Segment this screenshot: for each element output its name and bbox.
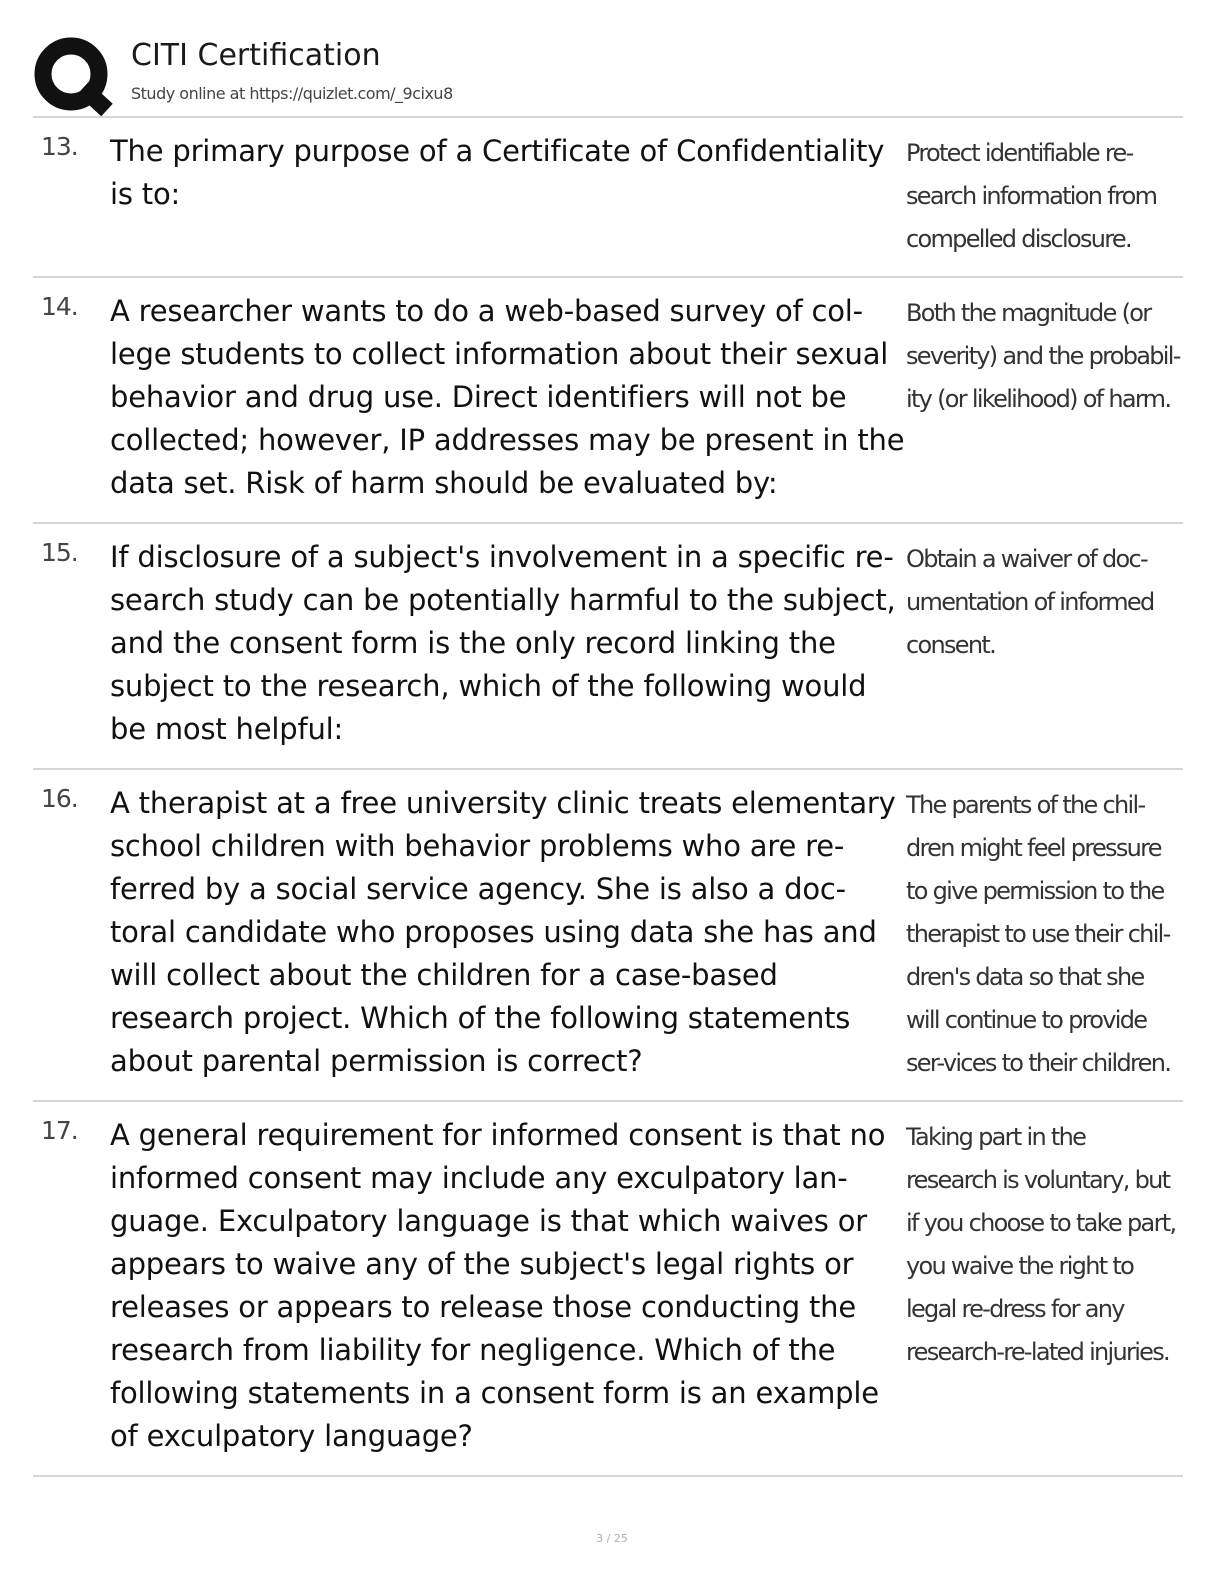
card-number: 14. <box>41 292 78 321</box>
card-term: A researcher wants to do a web-based survey of col-lege students to collect information about their sexual behavior and drug use. Direct identifiers will not be collected; however, IP addresses may be present in the data set. Risk of harm should be evaluated by: <box>110 294 905 500</box>
card-definition: The parents of the chil-dren might feel pressure to give permission to the therapist to use their chil-dren's data so that she will continue to provide ser-vices to their children. <box>906 791 1171 1077</box>
divider <box>33 768 1183 770</box>
divider <box>33 1100 1183 1102</box>
document-title: CITI Certification <box>131 38 381 73</box>
divider <box>33 522 1183 524</box>
card-definition: Taking part in the research is voluntary, but if you choose to take part, you waive the right to legal re-dress for any research-re-lated injuries. <box>906 1123 1176 1366</box>
card-definition: Protect identifiable re-search information from compelled disclosure. <box>906 139 1157 253</box>
card-term: A therapist at a free university clinic treats elementary school children with behavior problems who are re-ferred by a social service agency. She is also a doc-toral candidate who proposes using data she has and will collect about the children for a case-based research project. Which of the following statements about parental permission is correct? <box>110 786 896 1078</box>
card-number: 16. <box>41 784 78 813</box>
card-definition: Both the magnitude (or severity) and the probabil-ity (or likelihood) of harm. <box>906 299 1180 413</box>
divider <box>33 1475 1183 1477</box>
divider <box>33 116 1183 118</box>
divider <box>33 276 1183 278</box>
card-number: 13. <box>41 132 78 161</box>
quizlet-logo-icon <box>33 36 113 116</box>
card-number: 15. <box>41 538 78 567</box>
page-number: 3 / 25 <box>596 1532 628 1545</box>
card-term: A general requirement for informed consent is that no informed consent may include any exculpatory lan-guage. Exculpatory language is that which waives or appears to waive any of the subject's legal rights or releases or appears to release those conducting the research from liability for negligence. Which of the following statements in a consent form is an example of exculpatory language? <box>110 1118 886 1453</box>
card-term: If disclosure of a subject's involvement in a specific re-search study can be potentially harmful to the subject, and the consent form is the only record linking the subject to the research, which of the following would be most helpful: <box>110 540 896 746</box>
document-header <box>33 30 1183 116</box>
card-term: The primary purpose of a Certificate of Confidentiality is to: <box>110 134 885 211</box>
card-number: 17. <box>41 1116 78 1145</box>
card-definition: Obtain a waiver of doc-umentation of informed consent. <box>906 545 1154 659</box>
study-online-link[interactable]: Study online at https://quizlet.com/_9cixu8 <box>131 84 453 103</box>
